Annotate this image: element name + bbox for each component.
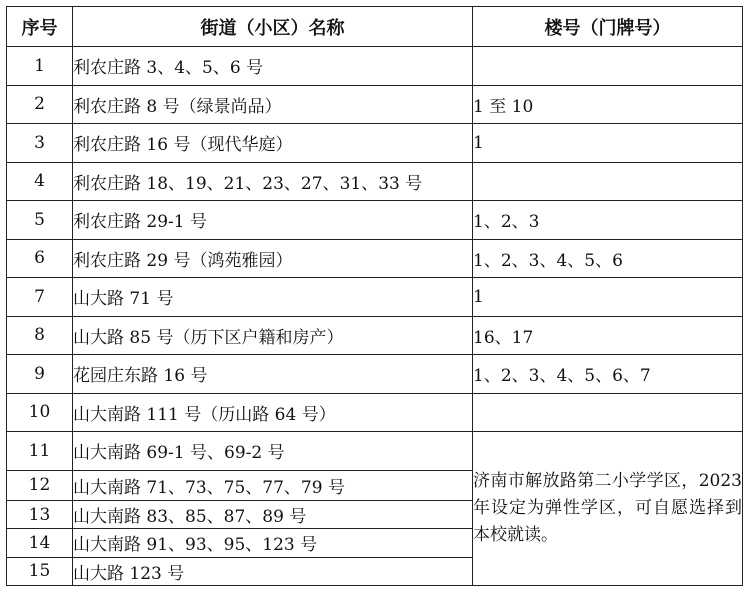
row-building-numbers [473,162,743,201]
row-seq: 12 [7,470,73,500]
row-seq: 6 [7,239,73,278]
table-row [7,47,743,86]
school-district-table [6,6,743,586]
table-row [7,162,743,201]
merged-note-cell: 济南市解放路第二小学学区，2023年设定为弹性学区，可自愿选择到本校就读。 [473,432,743,586]
row-building-numbers: 16、17 [473,316,743,355]
row-street-name: 花园庄东路 16 号 [73,355,473,394]
row-seq: 14 [7,529,73,557]
row-street-name: 山大路 85 号（历下区户籍和房产） [73,316,473,355]
table-row [7,124,743,163]
row-street-name: 山大南路 83、85、87、89 号 [73,500,473,528]
row-street-name: 利农庄路 18、19、21、23、27、31、33 号 [73,162,473,201]
row-building-numbers [473,47,743,86]
row-street-name: 山大南路 111 号（历山路 64 号） [73,393,473,432]
row-seq: 5 [7,201,73,240]
table-row [7,393,743,432]
row-street-name: 利农庄路 29 号（鸿苑雅园） [73,239,473,278]
row-street-name: 利农庄路 16 号（现代华庭） [73,124,473,163]
header-building: 楼号（门牌号） [473,7,743,47]
row-seq: 3 [7,124,73,163]
table-row [7,432,743,471]
row-seq: 13 [7,500,73,528]
header-seq: 序号 [7,7,73,47]
row-street-name: 利农庄路 3、4、5、6 号 [73,47,473,86]
row-street-name: 山大南路 71、73、75、77、79 号 [73,470,473,500]
row-seq: 1 [7,47,73,86]
header-name: 街道（小区）名称 [73,7,473,47]
row-building-numbers: 1 [473,124,743,163]
row-building-numbers: 1、2、3 [473,201,743,240]
row-building-numbers: 1、2、3、4、5、6、7 [473,355,743,394]
row-seq: 2 [7,85,73,124]
row-street-name: 山大南路 69-1 号、69-2 号 [73,432,473,471]
row-seq: 15 [7,557,73,585]
table-row [7,85,743,124]
table-header-row [7,7,743,47]
row-seq: 4 [7,162,73,201]
row-building-numbers [473,393,743,432]
row-street-name: 山大路 71 号 [73,278,473,317]
row-seq: 9 [7,355,73,394]
row-street-name: 山大南路 91、93、95、123 号 [73,529,473,557]
row-seq: 11 [7,432,73,471]
row-seq: 10 [7,393,73,432]
row-building-numbers: 1、2、3、4、5、6 [473,239,743,278]
table-row [7,316,743,355]
row-street-name: 利农庄路 29-1 号 [73,201,473,240]
row-building-numbers: 1 至 10 [473,85,743,124]
table-row [7,278,743,317]
row-street-name: 山大路 123 号 [73,557,473,585]
table-row [7,201,743,240]
table-row [7,355,743,394]
row-seq: 7 [7,278,73,317]
table-row [7,239,743,278]
row-street-name: 利农庄路 8 号（绿景尚品） [73,85,473,124]
row-seq: 8 [7,316,73,355]
row-building-numbers: 1 [473,278,743,317]
